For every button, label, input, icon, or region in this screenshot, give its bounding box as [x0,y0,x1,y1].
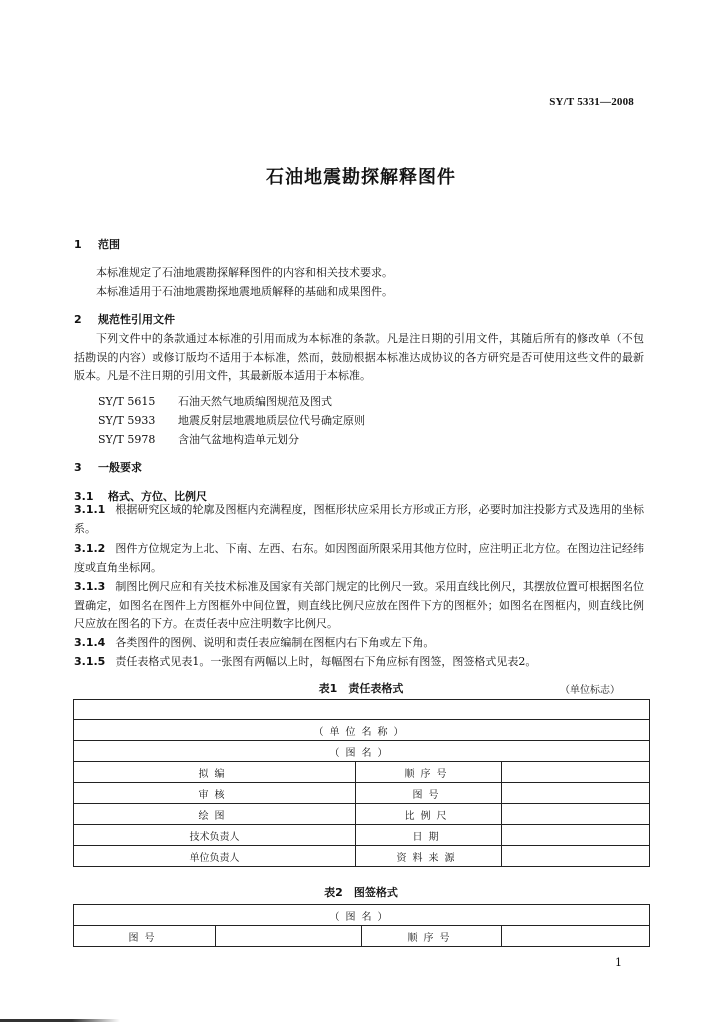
section-3-heading [74,459,142,475]
section-number: 3.1 [74,490,94,503]
field-value [502,926,650,947]
clause-number: 3.1.4 [74,636,106,649]
clause-3-1-2 [74,540,644,577]
field-value [502,804,650,825]
table-row [74,804,650,825]
document-title: 石油地震勘探解释图件 [266,167,456,188]
scan-edge-mark [0,1019,120,1022]
table-2-caption: 表2 图签格式 [324,886,398,899]
field-value [502,846,650,867]
page-number: 1 [615,956,622,969]
table-row [74,700,650,720]
reference-code: SY/T 5978 [98,433,156,446]
field-value [216,926,362,947]
section-2-heading [74,311,175,327]
section-number: 3 [74,461,82,474]
clause-text: 各类图件的图例、说明和责任表应编制在图框内右下角或左下角。 [115,636,435,649]
section-2-paragraph: 下列文件中的条款通过本标准的引用而成为本标准的条款。凡是注日期的引用文件，其随后所有的修改单（不包括勘误的内容）或修订版均不适用于本标准，然而，鼓励根据本标准达成协议的各方研究是否可使用这些文件的最新版本。凡是不注日期的引用文件，其最新版本适用于本标准。 [74,332,644,382]
clause-text: 图件方位规定为上北、下南、左西、右东。如因图面所限采用其他方位时，应注明正北方位。在图边注记经纬度或直角坐标网。 [74,542,644,574]
reference-code: SY/T 5933 [98,414,156,427]
role-label: 拟编 [74,762,356,783]
table-row [74,926,650,947]
clause-3-1-3 [74,578,644,634]
field-label: 图号 [74,926,216,947]
clause-3-1-5 [74,653,644,672]
section-title: 规范性引用文件 [98,313,175,326]
role-label: 审核 [74,783,356,804]
section-1-paragraph-2: 本标准适用于石油地震勘探地震地质解释的基础和成果图件。 [96,285,393,298]
clause-number: 3.1.5 [74,655,106,668]
clause-text: 责任表格式见表1。一张图有两幅以上时，每幅图右下角应标有图签，图签格式见表2。 [115,655,537,668]
section-title: 范围 [98,238,120,251]
field-value [502,783,650,804]
map-label-table [73,904,650,947]
clause-number: 3.1.1 [74,503,106,516]
clause-3-1-1 [74,501,644,538]
field-value [502,825,650,846]
field-label: 日期 [356,825,502,846]
table-row [74,783,650,804]
unit-name-cell: （单位名称） [74,720,650,741]
table-1-caption: 表1 责任表格式 [318,682,404,695]
role-label: 绘图 [74,804,356,825]
standard-code: SY/T 5331—2008 [549,96,634,108]
clause-text: 根据研究区域的轮廓及图框内充满程度，图框形状应采用长方形或正方形，必要时加注投影方式及选用的坐标系。 [74,503,644,535]
reference-item [98,393,332,409]
map-name-cell: （图名） [74,741,650,762]
table-row [74,741,650,762]
section-1-paragraph-1: 本标准规定了石油地震勘探解释图件的内容和相关技术要求。 [96,266,393,279]
reference-title: 地震反射层地震地质层位代号确定原则 [178,414,365,427]
reference-item [98,431,299,447]
table-1-unit-note: （单位标志） [560,685,620,696]
table-row [74,905,650,926]
field-label: 顺序号 [362,926,502,947]
table-row [74,825,650,846]
table-row [74,762,650,783]
section-number: 2 [74,313,82,326]
table-row [74,846,650,867]
field-label: 比例尺 [356,804,502,825]
reference-item [98,412,365,428]
section-title: 一般要求 [98,461,142,474]
section-title: 格式、方位、比例尺 [108,490,207,503]
clause-number: 3.1.2 [74,542,106,555]
clause-3-1-4 [74,634,644,653]
table-row [74,720,650,741]
section-1-heading [74,236,120,252]
responsibility-table [73,699,650,867]
reference-code: SY/T 5615 [98,395,156,408]
reference-title: 石油天然气地质编图规范及图式 [178,395,332,408]
clause-text: 制图比例尺应和有关技术标准及国家有关部门规定的比例尺一致。采用直线比例尺，其摆放位置可根据图名位置确定，如图名在图件上方图框外中间位置，则直线比例尺应放在图件下方的图框外；如图名在图框内，则直线比例尺应放在图名的下方。在责任表中应注明数字比例尺。 [74,580,644,630]
field-label: 资料来源 [356,846,502,867]
field-value [502,762,650,783]
section-number: 1 [74,238,82,251]
clause-number: 3.1.3 [74,580,106,593]
role-label: 单位负责人 [74,846,356,867]
map-name-cell: （图名） [74,905,650,926]
reference-title: 含油气盆地构造单元划分 [178,433,299,446]
role-label: 技术负责人 [74,825,356,846]
unit-name-cell [74,700,650,720]
field-label: 图号 [356,783,502,804]
field-label: 顺序号 [356,762,502,783]
